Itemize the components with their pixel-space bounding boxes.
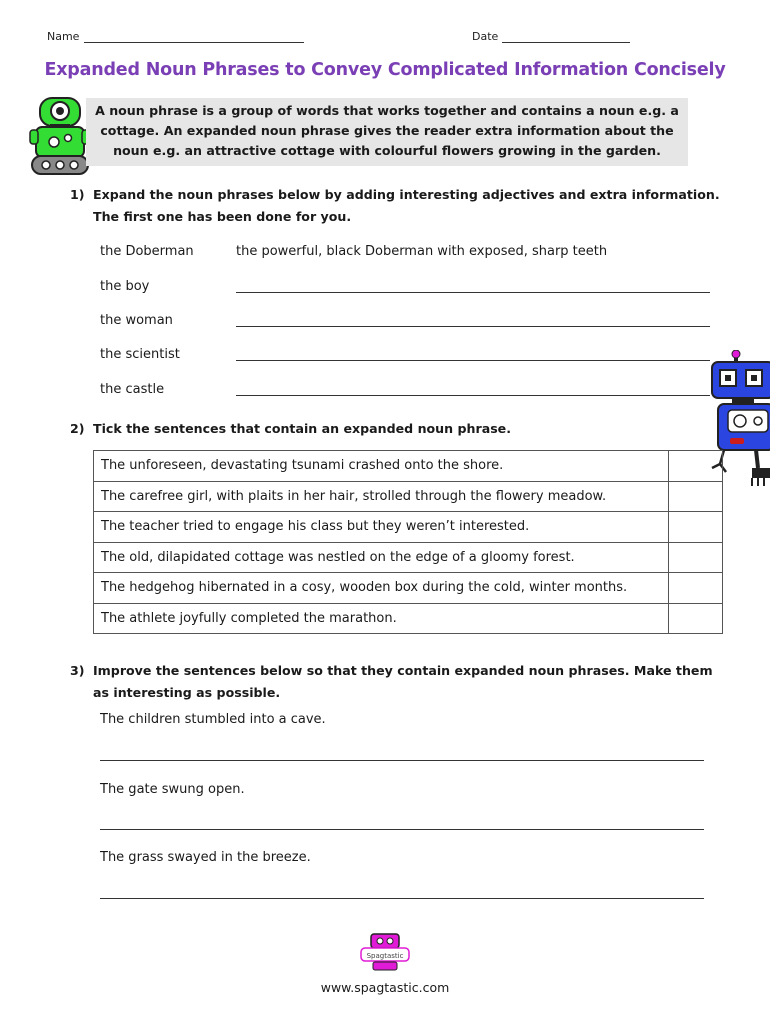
- question-1: [0, 184, 770, 228]
- sentence-item: The grass swayed in the breeze.: [100, 850, 311, 865]
- sentence-cell: The old, dilapidated cottage was nestled on the edge of a gloomy forest.: [94, 542, 669, 573]
- name-label: Name: [47, 30, 80, 43]
- footer-url[interactable]: www.spagtastic.com: [320, 980, 450, 995]
- writing-line[interactable]: [100, 898, 704, 899]
- question-3: [0, 660, 770, 704]
- date-line[interactable]: [502, 42, 630, 43]
- noun-item: the scientist: [100, 347, 180, 362]
- date-label: Date: [472, 30, 499, 43]
- question-1-line-2: The first one has been done for you.: [93, 209, 352, 224]
- noun-item: the woman: [100, 313, 173, 328]
- example-answer: the powerful, black Doberman with exposed, sharp teeth: [236, 244, 608, 259]
- green-robot-illustration: [28, 94, 92, 178]
- table-row: [94, 603, 723, 634]
- question-3-line-2: as interesting as possible.: [93, 685, 281, 700]
- tick-box[interactable]: [669, 542, 723, 573]
- question-1-text: [93, 184, 733, 228]
- writing-line[interactable]: [100, 829, 704, 830]
- question-2-number: 2): [70, 421, 85, 436]
- question-3-line-1: Improve the sentences below so that they contain expanded noun phrases. Make them: [93, 663, 713, 678]
- name-line[interactable]: [84, 42, 304, 43]
- intro-line-1: A noun phrase is a group of words that works together and contains a noun e.g. a: [95, 103, 679, 118]
- answer-line[interactable]: [236, 360, 710, 361]
- sentence-item: The gate swung open.: [100, 782, 245, 797]
- page-title: Expanded Noun Phrases to Convey Complicated Information Concisely: [44, 60, 726, 80]
- tick-box[interactable]: [669, 451, 723, 482]
- noun-example: the Doberman: [100, 244, 194, 259]
- sentence-cell: The teacher tried to engage his class but they weren’t interested.: [94, 512, 669, 543]
- definition-box: [86, 98, 688, 166]
- tick-box[interactable]: [669, 481, 723, 512]
- answer-line[interactable]: [236, 326, 710, 327]
- logo-text: Spagtastic: [366, 952, 404, 960]
- spagtastic-logo: [357, 932, 413, 972]
- noun-item: the castle: [100, 382, 165, 397]
- table-row: [94, 512, 723, 543]
- intro-line-3: noun e.g. an attractive cottage with colourful flowers growing in the garden.: [113, 143, 661, 158]
- tick-table: [93, 450, 723, 634]
- noun-item: the boy: [100, 279, 150, 294]
- tick-box[interactable]: [669, 512, 723, 543]
- question-2-text: Tick the sentences that contain an expanded noun phrase.: [93, 421, 512, 436]
- sentence-cell: The carefree girl, with plaits in her hair, strolled through the flowery meadow.: [94, 481, 669, 512]
- sentence-cell: The unforeseen, devastating tsunami crashed onto the shore.: [94, 451, 669, 482]
- question-3-number: 3): [70, 663, 85, 678]
- writing-line[interactable]: [100, 760, 704, 761]
- tick-box[interactable]: [669, 603, 723, 634]
- intro-line-2: cottage. An expanded noun phrase gives the reader extra information about the: [100, 123, 674, 138]
- sentence-item: The children stumbled into a cave.: [100, 712, 326, 727]
- sentence-cell: The athlete joyfully completed the marathon.: [94, 603, 669, 634]
- tick-box[interactable]: [669, 573, 723, 604]
- sentence-cell: The hedgehog hibernated in a cosy, wooden box during the cold, winter months.: [94, 573, 669, 604]
- table-row: [94, 542, 723, 573]
- answer-line[interactable]: [236, 395, 710, 396]
- answer-line[interactable]: [236, 292, 710, 293]
- question-3-text: [93, 660, 733, 704]
- name-field: [47, 30, 79, 43]
- question-1-number: 1): [70, 187, 85, 202]
- table-row: [94, 481, 723, 512]
- date-field: [472, 30, 498, 43]
- table-row: [94, 451, 723, 482]
- question-2: [0, 418, 770, 440]
- table-row: [94, 573, 723, 604]
- question-1-line-1: Expand the noun phrases below by adding interesting adjectives and extra information.: [93, 187, 720, 202]
